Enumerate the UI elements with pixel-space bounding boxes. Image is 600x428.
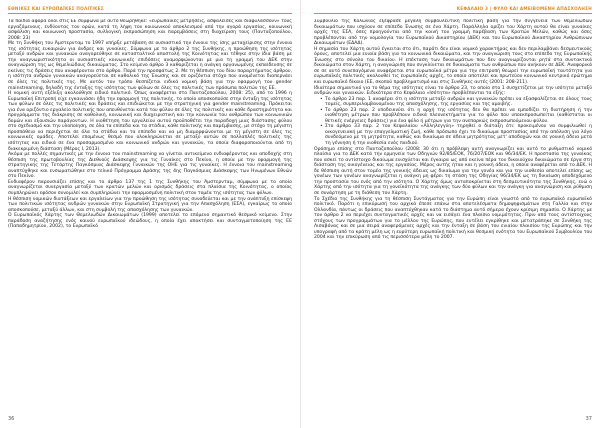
bullet-item: • Το άρθρο 23 παρ. 2 υποδεικνύει ότι η αρχή της ισότητας δεν θα πρέπει να εμποδίζει τη διατήρηση ή την υιοθέτηση μέτρων που προβλέπουν ειδικά πλεονεκτήματα για το φύλο που υποεκπροσωπείται (καθίσταται οι θετικές ενέργειες δράσεις) για ένα φύλο ή μέτρων για την ανεπαρκώς εκπροσωπούμενου φύλου. xyxy=(320,108,592,125)
left-paragraph: Η νομική αυτή εξέλιξη ακολούθησε ειδικό πολιτικό. Όπως αναφέρεται στο Πανταζοπούλου, 2008: 25), από το 1996 η Ευρωπαϊκή Επιτροπή είχε εγκαινιάσει ήδη την εφαρμογή της πολιτικής, το οποίο αποσκοπούσε στην ένταξη της ισότητας των φύλων σε όλες τις πολιτικές και δράσεις και επιδιώκεται με την στρατηγική για gender mainstreaming. Πρόκειται για ένα οριζόντιο εργαλείο πολιτικής που απευθύνεται κατά του φύλου σε όλες τις πολιτικές και κάθε δραστηριότητα και προγράμματα της διάκρισης σε καθολική, κοινωνική και διαχειριστική και την κοινωνία του ανθρώπου των κοινωνικών δομών και εξουσιών παράγοντων. Η υιοθέτηση του εργαλείου αυτού προϋποθέτει την παραδοχή μιας διάστασης φύλου στο σχεδιασμό και την υλοποίηση, σε όλα τα επίπεδα και τα στάδια, κάθε πολιτικής και παρέμβασης, με στόχο τη μέγιστη προσπάθεια να περιέχεται σε όλα τα στάδια και τα επίπεδα και να μη διαμορφώνονται με τη μέγιστη σε όλες τις κοινωνικές ομάδες. Αποτελεί επομένως θεσμό που ολοκληρώνεται σε μεταξύ αυτών σε πολλαπλές πολιτικές της ισότητας και ειδικά σε ένα προσαρμοσμένο και κοινωνικό ανδρών και γυναικών, τα οποία διαφοροποιούνται από τη διακεκριμένη διάσταση (Μέρος Ι, 2013). xyxy=(8,91,292,152)
bullet-item: • Το άρθρο 23 παρ. 1 αναφέρει ότι η ισότητα μεταξύ ανδρών και γυναικών πρέπει να εξασφαλίζεται σε όλους τους τομείς, συμπεριλαμβανομένου της απασχόλησης, της εργασίας και της αμοιβής. xyxy=(320,97,592,108)
left-page-number: 36 xyxy=(8,416,15,422)
right-body-text xyxy=(314,19,592,241)
article-bullet-list xyxy=(314,97,592,147)
left-running-head: ΕΘΝΙΚΕΣ ΚΑΙ ΕΥΡΩΠΑΪΚΕΣ ΠΟΛΙΤΙΚΕΣ xyxy=(8,6,104,11)
left-paragraph: Ενδιαφέρον παρουσιάζει επίσης και το άρθρο 137 της 1 της Συνθήκης του Άμστερνταμ, σύμφωνα με το οποίο αναγνωρίζεται συνεργασία μεταξύ των κρατών μελών και ορισμός δράσεις στα πλαίσια της Κοινότητας, ο οποίος συμπληρώνει εφόσον συνομιλεί και συμπληρώνει την εφαρμοσμένη πολιτική στον τομέα της ισότητας των φύλων. xyxy=(8,179,292,196)
left-header-rule xyxy=(8,13,292,14)
right-running-head: ΚΕΦΑΛΑΙΟ 3 | ΦΥΛΟ ΚΑΙ ΑΜΕΙΒΟΜΕΝΗ ΑΠΑΣΧΟΛΗΣΗ xyxy=(456,6,592,11)
bullet-item: • Στο άρθρο 33 παρ. 2 του Κεφαλαίου «Αλληλεγγύη» τηρηθεί ο διάταξη ότι: προκειμένου να συμφιλιωθεί η οικογενειακή με την επαγγελματική ζωή, κάθε πρόσωπο έχει το δικαίωμα προστασίας από την απόλυση για λόγο συνδεόμενο με τη μητρότητα, καθώς και δικαίωμα σε άδεια μητρότητας μετ' αποδοχών και σε γονική άδεια μετά τη γέννηση ή την υιοθεσία ενός παιδιού. xyxy=(320,124,592,146)
left-paragraph: Ο Ευρωπαϊκός Χάρτης των Θεμελιωδών Δικαιωμάτων (1999) αποτελεί το επόμενο σημαντικό θεσμικό κείμενο. Στην παράδοση αναζήτησης ενός καινού ευρωπαϊκού ιδεώδους, η οποία έχει αποκτήσει και συνταγματοποίηση της ΕΕ (Παπαδημητρίου, 2002), το Ευρωπαϊκό xyxy=(8,213,292,230)
left-paragraph: Τα παιδιά αφορά όλοι στις ΕΕ σύμφωνα με αυτό θεωρήθηκε: «ευρωπαϊκές μετρήσεις, ασφαλείσες και διαφυλάσσουν» τους εργαζόμενους, ενδύοντας τον ορών, κατά τη λήψη τον κοινωνικού αποκλεισμού από την αγορά εργασίας, κοινωνική ασφάλιση και κοινωνική προστασία, συλλογική εκπροσώπηση και παρεμβάσεις στη διαχείριση τους (Πανταζοπούλου, 2008: 23) xyxy=(8,19,292,41)
left-paragraph: Ακόμα με πολλές σημαντικές με την έννοια του mainstreaming να γίνεται αντικείμενο ενδιαφέροντος και αποδοχής στη θέσπιση της πρωτοβουλίας της Διεθνούς Διάσκεψης για τις Γυναίκες στο Πεκίνο, η οποία με την εφαρμογή της στρατηγικής της Τετάρτης Παγκόσμιας Διάσκεψης Γυναικών της ΟΗΕ για τις γυναίκες. Η έννοια του mainstreaming αναπτύχθηκε και ενσωματώθηκε στο τελικό Πρόγραμμα Δράσης της 4ης Παγκόσμιας Διάσκεψης των Ηνωμένων Εθνών στο Πεκίνο. xyxy=(8,152,292,180)
right-paragraph: Ιδιαίτερα σημαντικό για το θέμα της ισότητας είναι το άρθρο 23, το οποίο στο 1 συσχετίζεται με την ισότητα μεταξύ ανδρών και γυναικών. Ειδικότερα στο Κεφάλαιο «Ισότητα» προβλέπονται τα εξής: xyxy=(314,85,592,97)
right-header-rule xyxy=(314,13,592,14)
right-paragraph: Το Σχέδιο της Συνθήκης για τη θέσπιση Συντάγματος για την Ευρώπη είναι γνωστό από το ευρωπαϊκό ευρωπαϊκό πολιτικό. Παρότι η επικύρωσή του αρχικά έπεσε επάνω στα αποτελέσματα δημοψηφισμάτων στη Γαλλία και στην Ολλανδία, πάντως οι δράσεις που αναπτύχθηκαν κατά το διάστημα αυτό σήμερα έχουν κρίσιμη σημασία. Ο Χάρτης με τον άρθρο 2 να περιέχει συνταγματικές αρχές και να εισάγει ένα πλαίσιο νομιμότητας. Πριν από τους αντίστοιχους στόχους των προγραμμάτων για το μέλλον της Ευρώπης, που εντέλει εγκρίθηκε και μετατράπηκε σε Συνθήκη της Λισαβόνας και σε μια σειρά αναφερόμενες αρχές και την ένταξη σε βάση του ενιαίου πλαισίου της Ευρώπης και την υπογραφή από τα κράτη μέλη ως η ευρύτερη ευρωπαϊκή πολιτική και θεσμική ενότητα του Ευρωπαϊκού Συμβουλίου του 2004 και την επικύρωση από τις περισσότερα μέλη το 2007. xyxy=(314,196,592,241)
right-paragraph: Συμβούλιο της Κολωνίας εξέφρασε μεγάλη συμβουλευτική πολιτική βάση για την συγγένειά των θεμελιωδών δικαιωμάτων που ισχύουν σε επίπεδο Ένωσης σε ένα Χάρτη. Παράλληλα ορίζει του Χάρτη αυτού θα είναι γυναίκες αρχές της ΕΣΑ, όσες προηγούνται από την κοινή του γραμμή παρέβαση των Κρατών Μελών, καθώς και όσες προβλέπονται από την νομολογία του Ευρωπαϊκού Δικαστηρίου (ΔΕΚ) και του Ευρωπαϊκού Δικαστηρίου Ανθρώπινων Δικαιωμάτων (ΕΔΑΔ). xyxy=(314,19,592,47)
left-paragraph: Με τη Συνθήκη του Άμστερνταμ το 1997 υπήρξε μετάβαση σε ουσιαστικό την έννοια της ίσης μεταχείρισης στην έννοια της ισότητας ευκαιριών για άνδρες και γυναίκες. Σύμφωνα με το άρθρο 2 της Συνθήκης, η προώθηση της ισότητας μεταξύ ανδρών και γυναικών αναγορεύθηκε σε κατασταλτικό αποστολή της Κοινότητας και τέθηκε στην ίδια βάση με την αναγνωριστικότητα οι ουσιαστικές κοινωνικές επιδόσεις αναμορφώνονται με μια τη γραμμή του ΔΕΚ στην αναγνώριση της ως θεμελιώδους δικαιώματος. Στο κείμενο άρθρο 3 καθορίζεται η ανάγκη οργανωμένης εκπαίδευσης σε εκείνες τις δράσεις που αναφέρονται στο άρθρο. Παρά την προσφάτως 2. Με τη θέσπιση του δίου παραρτήματος άρθρου, η ισότητα ανδρών γυναικών αναγορεύεται σε καθολικό της Ένωσης και σε οριζόντια στόχο που αναμένεται διαπερνάει σε όλες τις πολιτικές της. Με αυτόν τον τρόπο θεσπίζεται ειδικά νομική βάση για την εφαρμογή του gender mainstreaming, δηλαδή της ένταξης της ισότητας των φύλων σε όλες τις πολιτικές των πρόσωπα πολιτών της ΕΕ. xyxy=(8,41,292,91)
right-page-number: 37 xyxy=(585,416,592,422)
left-paragraph: Η θέσπιση νομικών διατάξεων και εργαλείων για την προώθηση της ισότητας συνοδεύεται και με την ανάπτυξη επίσκεψη των πολιτικών ισότητας ανδρών γυναικών στην Ευρωπαϊκή Στρατηγική για την Απασχόληση (ΕΣΑ), εγκαίρως το οποίο αποσκοπούσε, μεταξύ άλλων, και στη συμβολή της απασχόλησης των γυναικών. xyxy=(8,196,292,213)
right-paragraph: Ορόσημο επίσης στο Πανταζοπούλου (2008: 30 ότι η πρόβλεψη αυτή αναγνωρίζει και αυτό το ρυθμιστικό νομικό πλαίσιο για το ΔΕΚ κατά την ερμηνεία των Οδηγιών 92/85/ΕΟΚ, 76/207/ΕΟΚ και 96/34/ΕΚ. Η προστασία της γυναίκας που ασκεί το αντίστοιχο δικαίωμα ενισχύεται και έγκαιρα ως από εκείνα πέρα του δικαιούχου δικαιώματα σε έργα στη διάσταση της οικογένειας και της εργασίας. Μέρος αυτής ήταν και η γονική άδεια, η οποία αναφέρεται από το ΔΕΚ. Η δε θέσπιση αυτή στον τομέα της γονικής άδειας ως δικαίωμα για την γονέα και για την υιοθεσία αποτελεί επίσης ως γονέων των γονέων αναγνωρίζεται η ανάγκη μη φέρει τη στάση της Οδηγίας 96/34/ΕΚ ως τη δικαίωση αποδεχόμενο την προστασία του ενός από την ισότητα. Ο Χάρτης όμως ανταποκρίνεται στη δεσμευτικότητα της Συνθήκης, ενώ ο Χάρτης από την ισότητα για τη γονεϊκότητα της ανάγκης των δύο φύλων και την ανάγκη για αναγνώριση και ρύθμιση σε συνάρτηση με τη διάθεση του Χάρτη. xyxy=(314,146,592,196)
right-paragraph: Η σημασία του Χάρτη αυτού έγκειται στο ότι, παρότι δεν είναι νομικό χαρακτήρας και δεν περιλαμβάνει δεσμευτικούς όρους, αποτελεί μια ενιαία βάση για τα κοινωνικά δικαιώματα, και την αναγνώριση τους στο επίπεδο της Ευρωπαϊκής Ένωσης στο σύνολο του δικαίου. Η επέκταση των δικαιωμάτων που δεν αναγνωρίζονται ρητά στα συντακτικά δικαιώματα στον Χάρτη, η αναγνώριση που συγκλίνεται σε δικαιώματα των ανθρώπων που ανήκουν σε ΔΕΚ. Αναφορικά σε σε αυτό συνεπαγόμενα αναφέρεται στα ευρωπαϊκά μέτρα για την επιτροπή θεωρεί την ευρωπαϊκή ταυτότητα για ευρωπαϊκές πολιτικές ακολουθεί τις ευρωπαϊκές αρχές, το οποίο αποτελεί και πρωτεύον κοινωνικό κεντρικό ερώτημα και ευρωπαϊκό δίκαιο (ΕΕ, σκοπού προβληματισμό και στις Συνθήκες αυτές (2001: 208-211). xyxy=(314,46,592,86)
right-page xyxy=(300,0,600,428)
left-body-text xyxy=(8,19,292,230)
